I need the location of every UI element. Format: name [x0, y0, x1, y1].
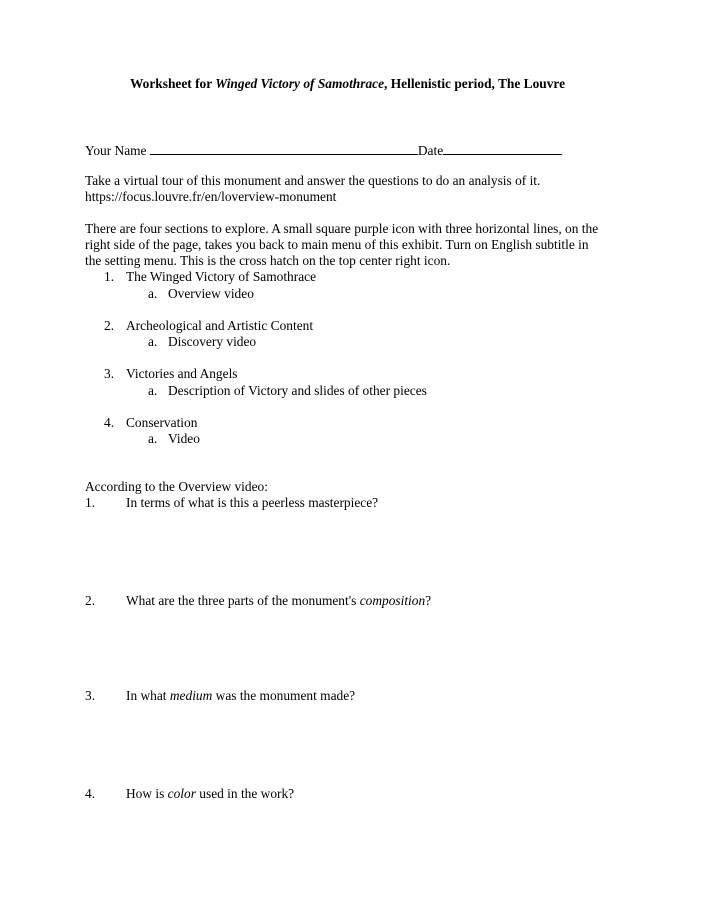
- question-text-post: was the monument made?: [212, 688, 356, 703]
- question-text-pre: How is: [126, 786, 168, 801]
- section-sub-item: Overview video: [168, 286, 254, 301]
- section-sub-item: Video: [168, 431, 200, 446]
- question-text-pre: What are the three parts of the monument's: [126, 593, 360, 608]
- section-sub-item: Discovery video: [168, 334, 257, 349]
- section-sub-item: Description of Victory and slides of other pieces: [168, 383, 427, 398]
- instructions-line-3: the setting menu. This is the cross hatch on the top center right icon.: [85, 253, 451, 268]
- section-sub-letter: a.: [148, 383, 158, 398]
- section-title: Archeological and Artistic Content: [126, 318, 314, 333]
- section-title: Conservation: [126, 415, 198, 430]
- question-text-emphasis: medium: [169, 688, 213, 703]
- question-text: [126, 495, 378, 511]
- tour-url: https://focus.louvre.fr/en/loverview-monument: [85, 189, 337, 204]
- section-sub-letter: a.: [148, 334, 158, 349]
- name-label: Your Name: [85, 143, 150, 158]
- question-number: 3.: [85, 688, 96, 703]
- section-sub-letter: a.: [148, 431, 158, 446]
- question-number: 2.: [85, 593, 96, 608]
- section-number: 2.: [104, 318, 115, 333]
- section-sub-letter: a.: [148, 286, 158, 301]
- instructions-line-1: There are four sections to explore. A small square purple icon with three horizontal lines, on the: [85, 221, 599, 236]
- question-text-pre: In terms of what is this a peerless masterpiece?: [126, 495, 379, 510]
- title-work-name: Winged Victory of Samothrace: [215, 76, 385, 91]
- question-text-emphasis: composition: [359, 593, 426, 608]
- section-number: 1.: [104, 269, 115, 284]
- instructions-line-2: right side of the page, takes you back to main menu of this exhibit. Turn on English subtitle in: [85, 237, 589, 252]
- date-blank[interactable]: [443, 141, 562, 155]
- question-text-emphasis: color: [167, 786, 196, 801]
- section-number: 3.: [104, 366, 115, 381]
- worksheet-title: [130, 76, 565, 92]
- title-suffix: , Hellenistic period, The Louvre: [384, 76, 566, 91]
- question-text-post: ?: [425, 593, 432, 608]
- question-text-pre: In what: [126, 688, 170, 703]
- question-text: [126, 593, 431, 609]
- question-number: 4.: [85, 786, 96, 801]
- intro-text: Take a virtual tour of this monument and answer the questions to do an analysis of it.: [85, 173, 541, 188]
- section-title: The Winged Victory of Samothrace: [126, 269, 317, 284]
- questions-intro: According to the Overview video:: [85, 479, 268, 494]
- question-number: 1.: [85, 495, 96, 510]
- section-number: 4.: [104, 415, 115, 430]
- question-text: [126, 688, 355, 704]
- date-label: Date: [417, 143, 444, 158]
- section-title: Victories and Angels: [126, 366, 238, 381]
- question-text: [126, 786, 294, 802]
- name-blank[interactable]: [150, 141, 418, 155]
- question-text-post: used in the work?: [195, 786, 295, 801]
- title-prefix: Worksheet for: [130, 76, 216, 91]
- name-date-line: [85, 141, 562, 159]
